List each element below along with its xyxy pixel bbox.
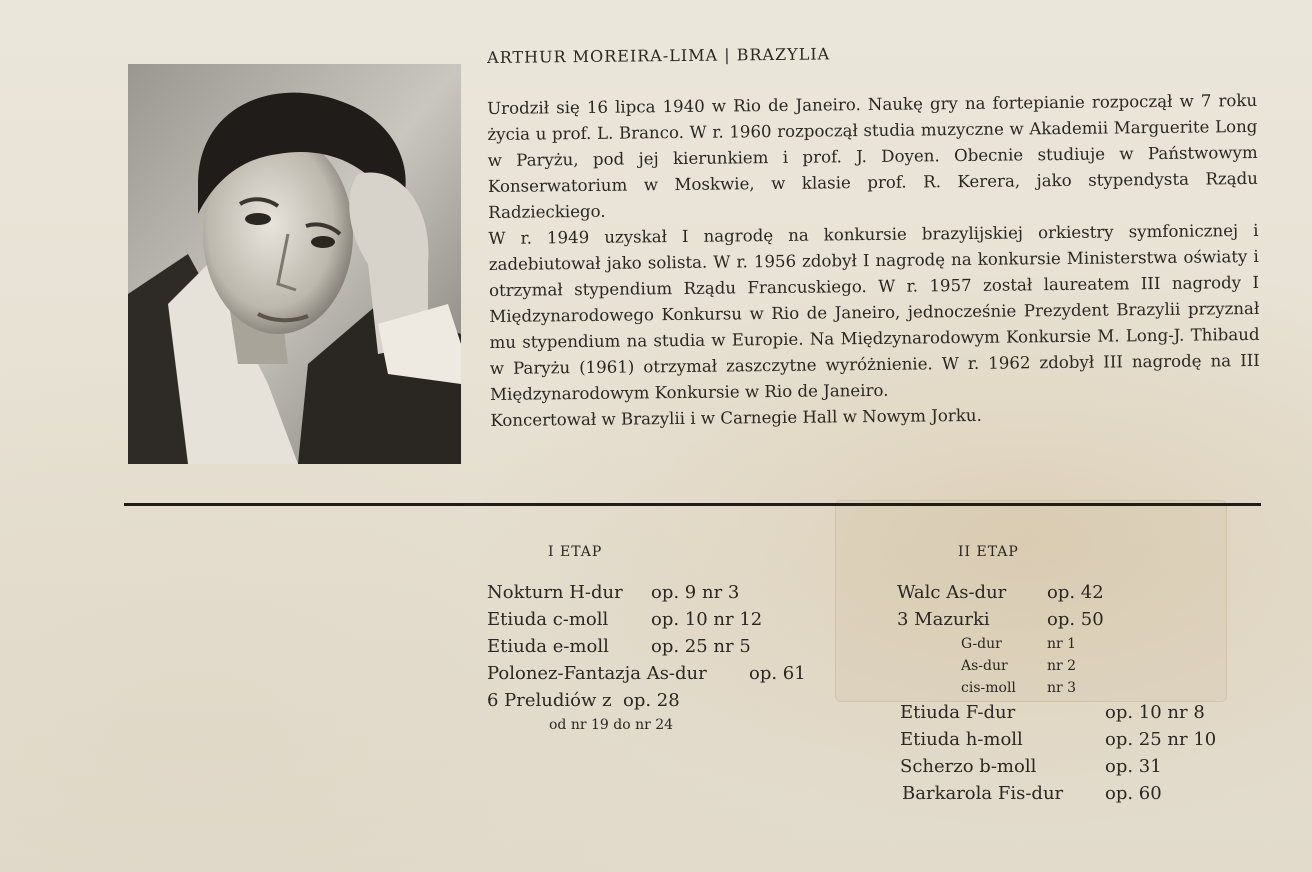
work-title: Etiuda F-dur (900, 702, 1016, 723)
work-opus: op. 10 nr 12 (651, 609, 763, 630)
program-item (897, 606, 1216, 633)
bio-paragraph: W r. 1949 uzyskał I nagrodę na konkursie brazylijskiej orkiestry symfonicznej i zadebiutował jako solista. W r. 1956 zdobył I nagrodę na konkursie Ministerstwa oświaty i otrzymał stypendium Rządu Francuskiego. W r. 1957 został laureatem III nagrody I Międzynarodowego Konkursu w Rio de Janeiro, jednocześnie Prezydent Brazylii przyznał mu stypendium na studia w Europie. Na Międzynarodowym Konkursie M. Long-J. Thibaud w Paryżu (1961) otrzymał zaszczytne wyróżnienie. W r. 1962 zdobył III nagrodę na III Międzynarodowym Konkursie w Rio de Janeiro. (488, 220, 1260, 404)
program-item (897, 780, 1216, 807)
program-item (487, 660, 806, 687)
stage2-title: II ETAP (958, 544, 1019, 560)
mazurek-nr: nr 3 (1047, 680, 1077, 696)
mazurek-nr: nr 1 (1047, 636, 1077, 652)
work-opus: op. 50 (1047, 609, 1104, 630)
mazurek-nr: nr 2 (1047, 658, 1077, 674)
bio-paragraph: Koncertował w Brazylii i w Carnegie Hall w Nowym Jorku. (490, 405, 982, 430)
divider (124, 503, 1261, 506)
program-note: od nr 19 do nr 24 (549, 717, 674, 733)
work-title: Etiuda h-moll (900, 729, 1023, 750)
program-item (487, 606, 806, 633)
page-title: ARTHUR MOREIRA-LIMA | BRAZYLIA (487, 44, 831, 67)
work-opus: op. 61 (749, 663, 806, 684)
mazurek-item (897, 633, 1216, 655)
mazurek-item (897, 677, 1216, 699)
work-title: 3 Mazurki (897, 609, 990, 630)
work-opus: op. 28 (623, 690, 680, 711)
mazurek-key: cis-moll (961, 680, 1016, 696)
program-item (487, 687, 806, 714)
biography (487, 88, 1260, 434)
mazurek-key: As-dur (961, 658, 1008, 674)
mazurek-key: G-dur (961, 636, 1002, 652)
program-item (897, 753, 1216, 780)
program-item (897, 726, 1216, 753)
program-item (487, 633, 806, 660)
work-opus: op. 31 (1105, 756, 1162, 777)
bio-paragraph: Urodził się 16 lipca 1940 w Rio de Janeiro. Naukę gry na fortepianie rozpoczął w 7 roku życia u prof. L. Branco. W r. 1960 rozpoczął studia muzyczne w Akademii Marguerite Long w Paryżu, pod jej kierunkiem i prof. J. Doyen. Obecnie studiuje w Państwowym Konserwatorium w Moskwie, w klasie prof. R. Kerera, jako stypendysta Rządu Radzieckiego. (487, 90, 1259, 222)
portrait-illustration (128, 64, 461, 464)
work-opus: op. 25 nr 5 (651, 636, 751, 657)
work-title: Etiuda e-moll (487, 636, 609, 657)
stage1-program (487, 579, 806, 736)
work-opus: op. 25 nr 10 (1105, 729, 1217, 750)
mazurek-item (897, 655, 1216, 677)
program-item (897, 579, 1216, 606)
work-title: Polonez-Fantazja As-dur (487, 663, 707, 684)
work-opus: op. 10 nr 8 (1105, 702, 1205, 723)
work-title: 6 Preludiów z (487, 690, 612, 711)
work-opus: op. 42 (1047, 582, 1104, 603)
portrait-photo (128, 64, 461, 464)
stage1-title: I ETAP (548, 544, 603, 560)
stage2-program (897, 579, 1216, 807)
program-item (487, 579, 806, 606)
work-title: Scherzo b-moll (900, 756, 1037, 777)
work-opus: op. 9 nr 3 (651, 582, 740, 603)
work-title: Walc As-dur (897, 582, 1007, 603)
program-item (897, 699, 1216, 726)
work-title: Etiuda c-moll (487, 609, 609, 630)
work-title: Nokturn H-dur (487, 582, 623, 603)
work-opus: op. 60 (1105, 783, 1162, 804)
work-title: Barkarola Fis-dur (902, 783, 1064, 804)
